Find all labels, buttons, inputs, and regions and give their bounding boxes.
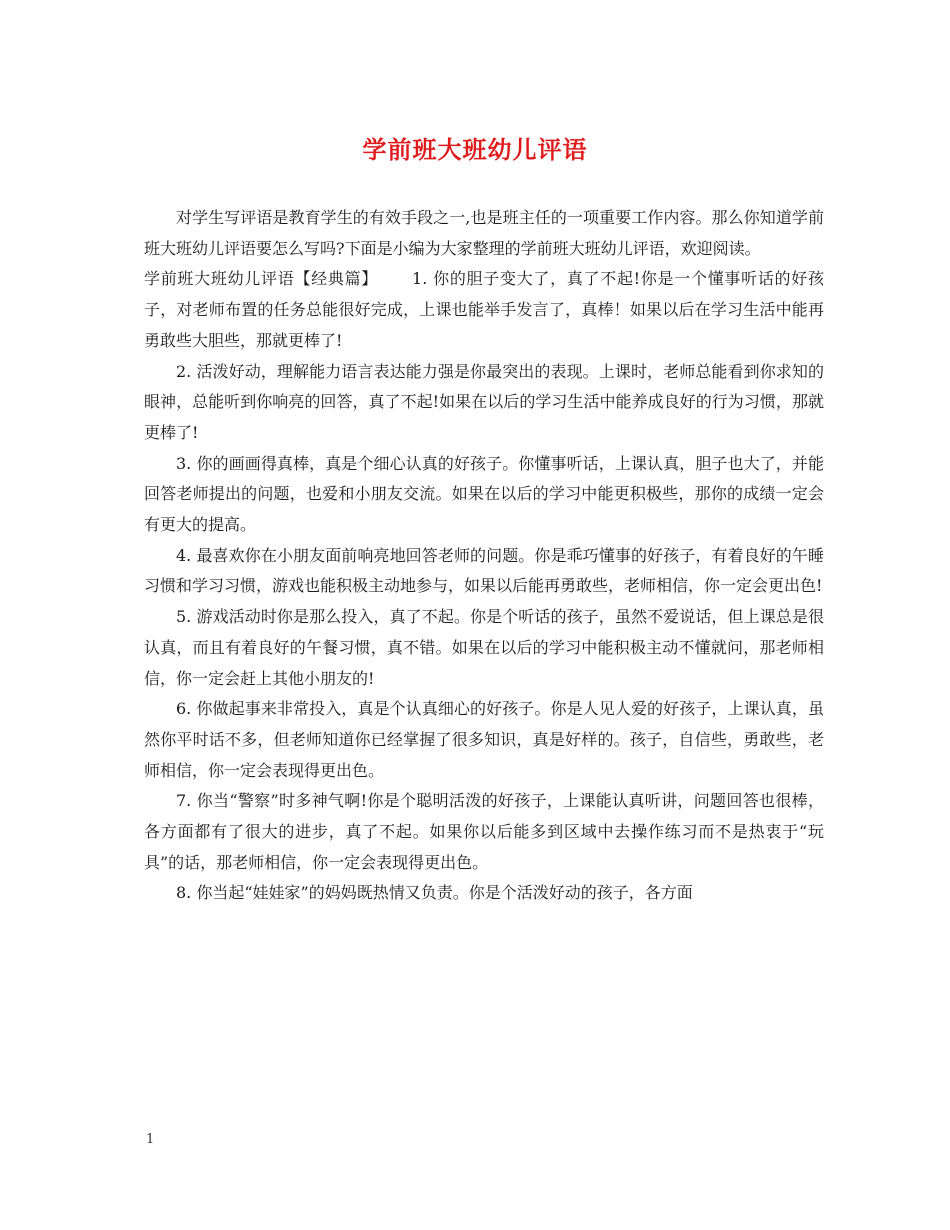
- comment-item-7: 7. 你当“警察”时多神气啊!你是个聪明活泼的好孩子，上课能认真听讲，问题回答也很棒，各方面都有了很大的进步，真了不起。如果你以后能多到区域中去操作练习而不是热衷于“玩具”的话，那老师相信，你一定会表现得更出色。: [144, 791, 824, 872]
- category-line: [144, 264, 824, 356]
- comment-item-4: 4. 最喜欢你在小朋友面前响亮地回答老师的问题。你是乖巧懂事的好孩子，有着良好的午睡习惯和学习习惯，游戏也能积极主动地参与，如果以后能再勇敢些，老师相信，你一定会更出色!: [144, 545, 824, 596]
- comment-item-8: 8. 你当起“娃娃家”的妈妈既热情又负责。你是个活泼好动的孩子，各方面: [176, 883, 693, 903]
- comment-item-3: 3. 你的画画得真棒，真是个细心认真的好孩子。你懂事听话，上课认真，胆子也大了，并能回答老师提出的问题，也爱和小朋友交流。如果在以后的学习中能更积极些，那你的成绩一定会有更大的提高。: [144, 453, 824, 535]
- category-label: 学前班大班幼儿评语【经典篇】: [144, 269, 379, 289]
- intro-paragraph: 对学生写评语是教育学生的有效手段之一,也是班主任的一项重要工作内容。那么你知道学前班大班幼儿评语要怎么写吗?下面是小编为大家整理的学前班大班幼儿评语，欢迎阅读。: [144, 208, 824, 258]
- document-body: [144, 203, 824, 909]
- comment-item-5: 5. 游戏活动时你是那么投入，真了不起。你是个听话的孩子，虽然不爱说话，但上课总是很认真，而且有着良好的午餐习惯，真不错。如果在以后的学习中能积极主动不懂就问，那老师相信，你一定会赶上其他小朋友的!: [144, 607, 824, 688]
- document-title: 学前班大班幼儿评语: [362, 135, 588, 164]
- page-number: 1: [146, 1132, 155, 1147]
- comment-item-1: 1. 你的胆子变大了，真了不起!你是一个懂事听话的好孩子，对老师布置的任务总能很好完成，上课也能举手发言了，真棒！如果以后在学习生活中能再勇敢些大胆些，那就更棒了!: [144, 269, 824, 350]
- comment-item-6: 6. 你做起事来非常投入，真是个认真细心的好孩子。你是人见人爱的好孩子，上课认真，虽然你平时话不多，但老师知道你已经掌握了很多知识，真是好样的。孩子，自信些，勇敢些，老师相信，你一定会表现得更出色。: [144, 699, 824, 780]
- comment-item-2: 2. 活泼好动，理解能力语言表达能力强是你最突出的表现。上课时，老师总能看到你求知的眼神，总能听到你响亮的回答，真了不起!如果在以后的学习生活中能养成良好的行为习惯，那就更棒了!: [144, 361, 824, 442]
